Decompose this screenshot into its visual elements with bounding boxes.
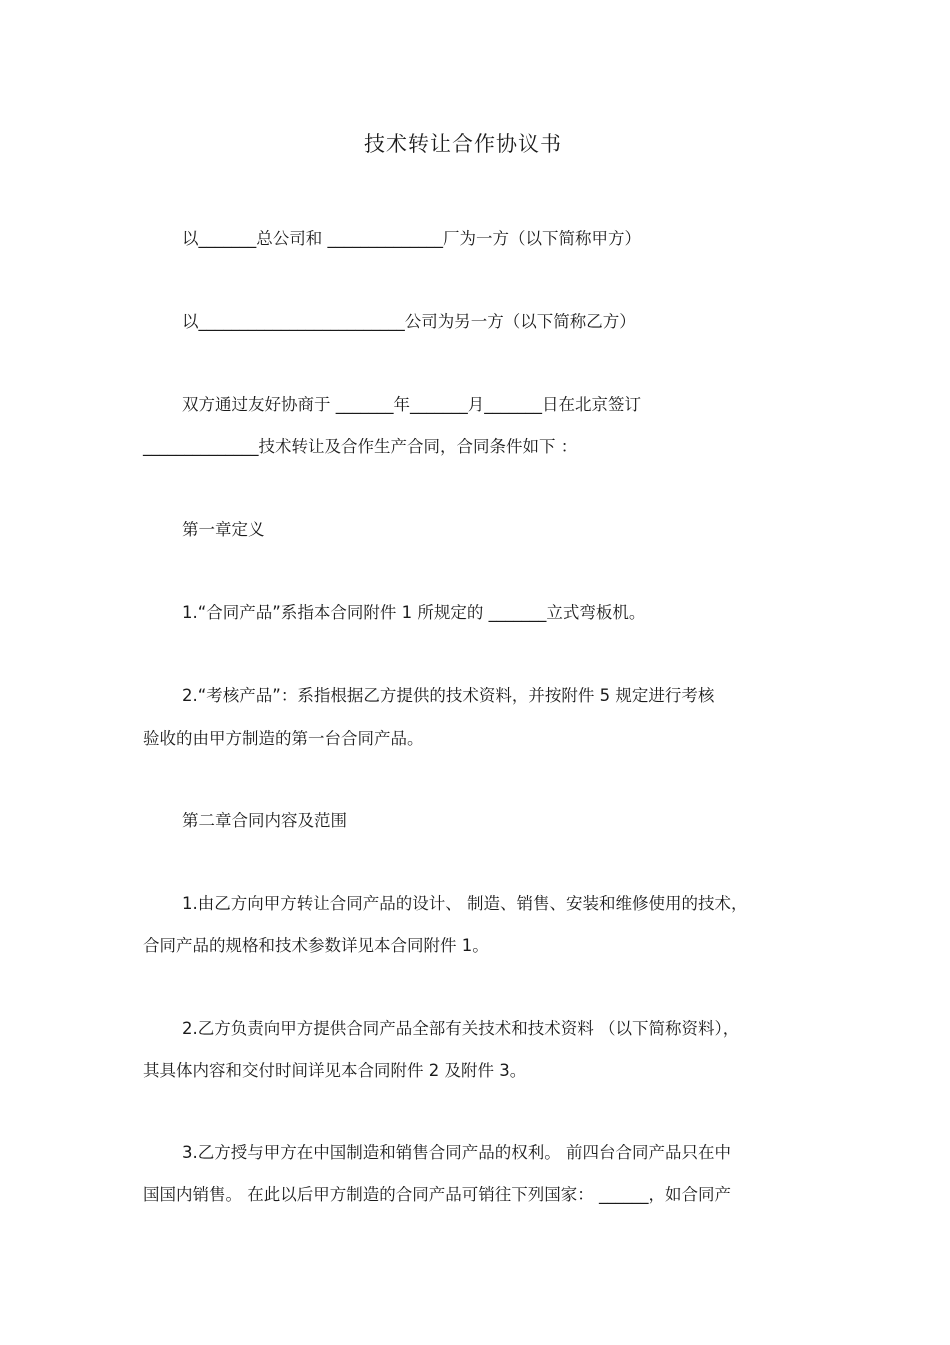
party-a-line: 以_______总公司和 ______________厂为一方（以下简称甲方）	[182, 229, 641, 248]
chapter-2-heading: 第二章合同内容及范围	[182, 811, 347, 830]
clause-2-1-line-2: 合同产品的规格和技术参数详见本合同附件 1。	[143, 936, 489, 955]
clause-1-1: 1.“合同产品”系指本合同附件 1 所规定的 _______立式弯板机。	[182, 603, 646, 622]
clause-2-3-line-2: 国国内销售。 在此以后甲方制造的合同产品可销往下列国家： ______，如合同产	[143, 1185, 731, 1204]
party-b-line: 以_________________________公司为另一方（以下简称乙方）	[182, 312, 636, 331]
clause-2-2-line-1: 2.乙方负责向甲方提供合同产品全部有关技术和技术资料 （以下简称资料），	[182, 1019, 740, 1038]
document-title: 技术转让合作协议书	[364, 132, 562, 156]
clause-1-2-line-2: 验收的由甲方制造的第一台合同产品。	[143, 729, 424, 748]
agreement-intro-line-1: 双方通过友好协商于 _______年_______月_______日在北京签订	[182, 395, 641, 414]
agreement-intro-line-2: ______________技术转让及合作生产合同，合同条件如下 ：	[143, 437, 578, 456]
clause-2-1-line-1: 1.由乙方向甲方转让合同产品的设计、 制造、销售、安装和维修使用的技术，	[182, 894, 748, 913]
chapter-1-heading: 第一章定义	[182, 520, 265, 539]
clause-2-2-line-2: 其具体内容和交付时间详见本合同附件 2 及附件 3。	[143, 1061, 527, 1080]
clause-2-3-line-1: 3.乙方授与甲方在中国制造和销售合同产品的权利。 前四台合同产品只在中	[182, 1143, 731, 1162]
clause-1-2-line-1: 2.“考核产品”：系指根据乙方提供的技术资料，并按附件 5 规定进行考核	[182, 686, 715, 705]
